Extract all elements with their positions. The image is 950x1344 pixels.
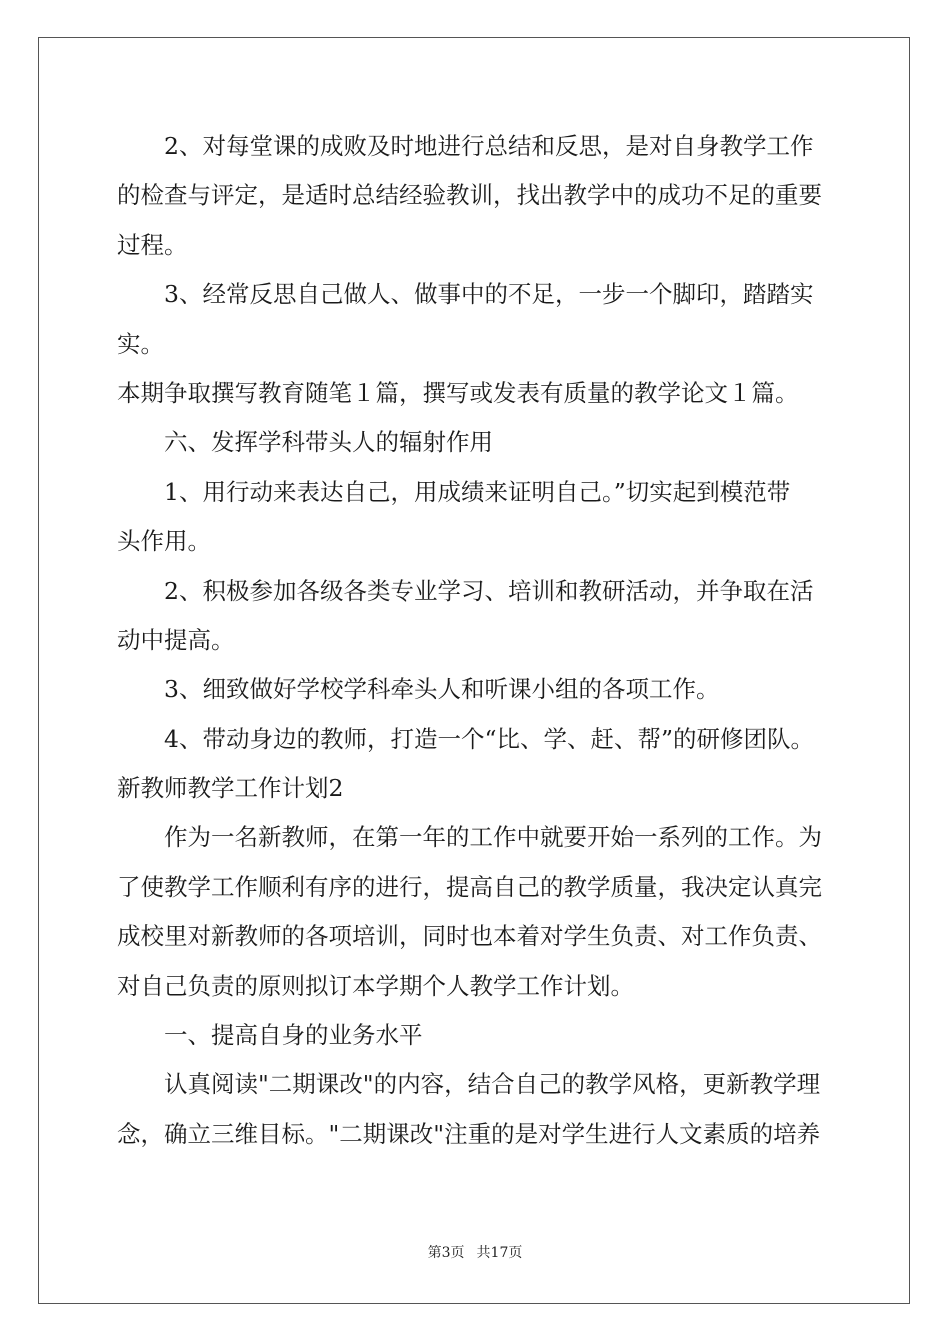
paragraph-line: 2、对每堂课的成败及时地进行总结和反思，是对自身教学工作 [164,132,814,160]
paragraph-line: 念，确立三维目标。"二期课改"注重的是对学生进行人文素质的培养 [117,1119,821,1148]
paragraph-line: 对自己负责的原则拟订本学期个人教学工作计划。 [117,971,634,1000]
paragraph-line: 成校里对新教师的各项培训，同时也本着对学生负责、对工作负责、 [117,922,822,951]
paragraph-line: 作为一名新教师，在第一年的工作中就要开始一系列的工作。为 [164,823,822,852]
page-footer [0,1244,950,1262]
page-total: 共17页 [476,1245,523,1261]
paragraph-line: 3、经常反思自己做人、做事中的不足，一步一个脚印，踏踏实 [164,280,814,309]
document-body [117,122,837,1159]
paragraph-line: 了使教学工作顺利有序的进行，提高自己的教学质量，我决定认真完 [117,872,822,901]
document-title: 新教师教学工作计划2 [117,774,344,803]
paragraph-line: 过程。 [117,230,188,259]
paragraph-line: 1、用行动来表达自己，用成绩来证明自己。”切实起到模范带 [164,477,791,506]
paragraph-line: 头作用。 [117,527,211,556]
paragraph-line: 2、积极参加各级各类专业学习、培训和教研活动，并争取在活 [164,576,814,605]
paragraph-line: 3、细致做好学校学科牵头人和听课小组的各项工作。 [164,675,720,704]
paragraph-line: 的检查与评定，是适时总结经验教训，找出教学中的成功不足的重要 [117,181,822,210]
paragraph-line: 认真阅读"二期课改"的内容，结合自己的教学风格，更新教学理 [164,1070,821,1099]
paragraph-line: 实。 [117,329,164,358]
paragraph-line: 4、带动身边的教师，打造一个“比、学、赶、帮”的研修团队。 [164,724,814,753]
paragraph-line: 动中提高。 [117,625,235,654]
section-heading: 一、提高自身的业务水平 [164,1021,423,1050]
section-heading: 六、发挥学科带头人的辐射作用 [164,428,493,457]
page-number: 第3页 [427,1245,465,1261]
paragraph-line: 本期争取撰写教育随笔１篇，撰写或发表有质量的教学论文１篇。 [117,378,799,407]
